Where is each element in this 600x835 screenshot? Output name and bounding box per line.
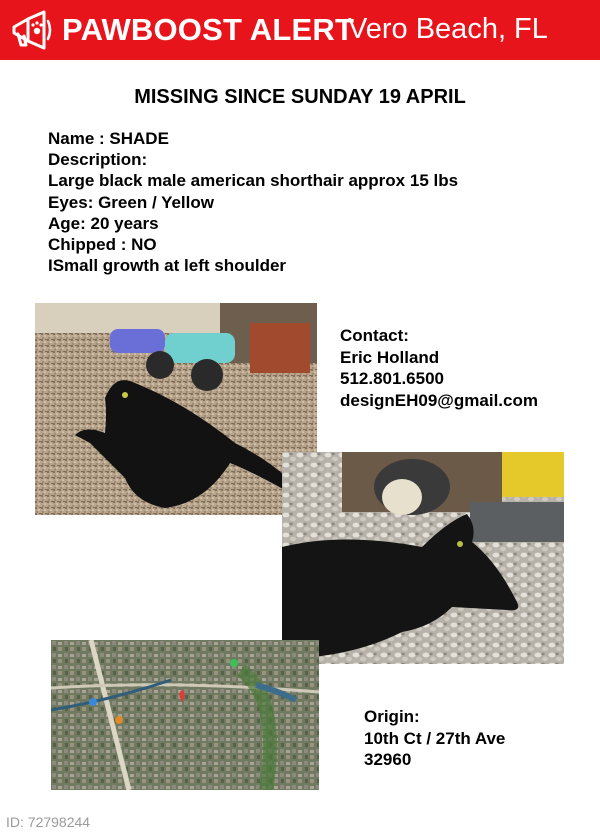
contact-phone: 512.801.6500 [340,369,444,388]
marking-line: ISmall growth at left shoulder [48,256,287,276]
description-text: Large black male american shorthair approx 15 lbs [48,171,459,191]
contact-info [340,325,538,411]
origin-info [364,706,505,771]
contact-label: Contact: [340,326,409,345]
contact-name: Eric Holland [340,347,440,367]
cat-photo-outdoor [282,452,564,664]
location-map [51,640,319,790]
cat-photo-indoor [35,303,317,515]
description-label: Description: [48,150,148,170]
alert-location: Vero Beach, FL [348,13,548,45]
origin-label: Origin: [364,707,420,726]
eyes-line: Eyes: Green / Yellow [48,192,214,212]
missing-headline: MISSING SINCE SUNDAY 19 APRIL [134,86,466,108]
contact-email: designEH09@gmail.com [340,390,538,410]
origin-zip: 32960 [364,750,412,769]
megaphone-paw-icon [8,7,54,53]
pet-details [48,128,458,276]
chipped-line: Chipped : NO [48,235,157,255]
origin-address: 10th Ct / 27th Ave [364,728,506,748]
age-line: Age: 20 years [48,213,159,233]
pet-name-line: Name : SHADE [48,129,169,148]
alert-header [0,0,600,60]
brand-name: PAWBOOST ALERT [62,12,355,47]
alert-id: ID: 72798244 [6,814,91,830]
